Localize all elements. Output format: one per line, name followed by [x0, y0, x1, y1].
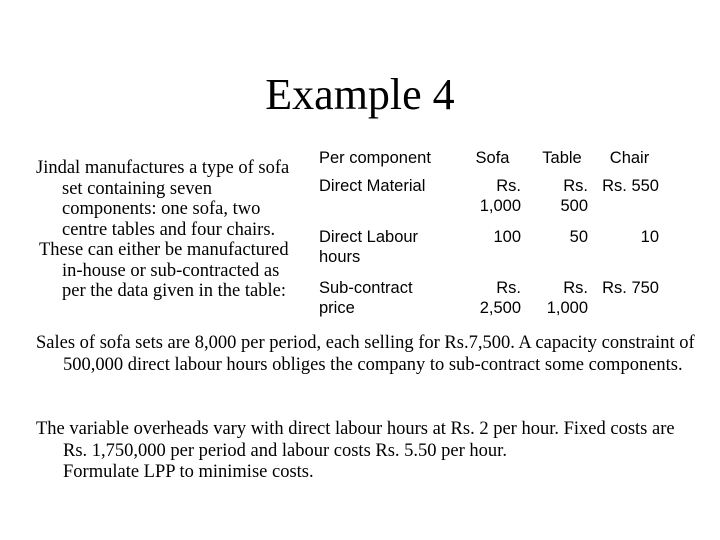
- cell-sofa-labour: 100: [493, 228, 521, 246]
- table-row: [312, 227, 664, 271]
- row-label-direct-material: Direct Material: [319, 177, 426, 195]
- cell-sofa-subcontract: Rs. 2,500: [479, 279, 521, 317]
- table-row: [312, 176, 664, 220]
- table-header-row: [312, 148, 664, 170]
- header-chair: Chair: [609, 149, 650, 167]
- row-label-sub-contract: Sub-contract price: [319, 279, 413, 317]
- intro-line-2: These can either be manufactured in-house or sub-contracted as per the data given in the table:: [39, 240, 289, 301]
- cell-sofa-material: Rs. 1,000: [479, 177, 521, 215]
- header-table: Table: [542, 149, 582, 167]
- cell-chair-material: Rs. 550: [602, 177, 659, 195]
- cell-chair-subcontract: Rs. 750: [602, 279, 659, 297]
- row-label-direct-labour: Direct Labour hours: [319, 228, 419, 266]
- costs-text: The variable overheads vary with direct labour hours at Rs. 2 per hour. Fixed costs are Rs. 1,750,000 per period and labour costs Rs. 5.50 per hour.: [36, 419, 675, 461]
- slide-title: Example 4: [265, 70, 455, 119]
- cell-table-subcontract: Rs. 1,000: [546, 279, 588, 317]
- intro-line-1: Jindal manufactures a type of sofa set containing seven components: one sofa, two centre tables and four chairs.: [36, 158, 290, 240]
- cell-table-labour: 50: [569, 228, 588, 246]
- sales-text: Sales of sofa sets are 8,000 per period, each selling for Rs.7,500. A capacity constraint of 500,000 direct labour hours obliges the company to sub-contract some components.: [36, 333, 695, 375]
- intro-text: [36, 158, 301, 302]
- costs-paragraph: [36, 419, 696, 484]
- instruction-text: Formulate LPP to minimise costs.: [63, 462, 314, 482]
- cell-chair-labour: 10: [640, 228, 659, 246]
- header-per-component: Per component: [319, 149, 431, 167]
- header-sofa: Sofa: [475, 149, 510, 167]
- sales-paragraph: [36, 333, 696, 376]
- cell-table-material: Rs. 500: [560, 177, 588, 215]
- table-row: [312, 278, 664, 322]
